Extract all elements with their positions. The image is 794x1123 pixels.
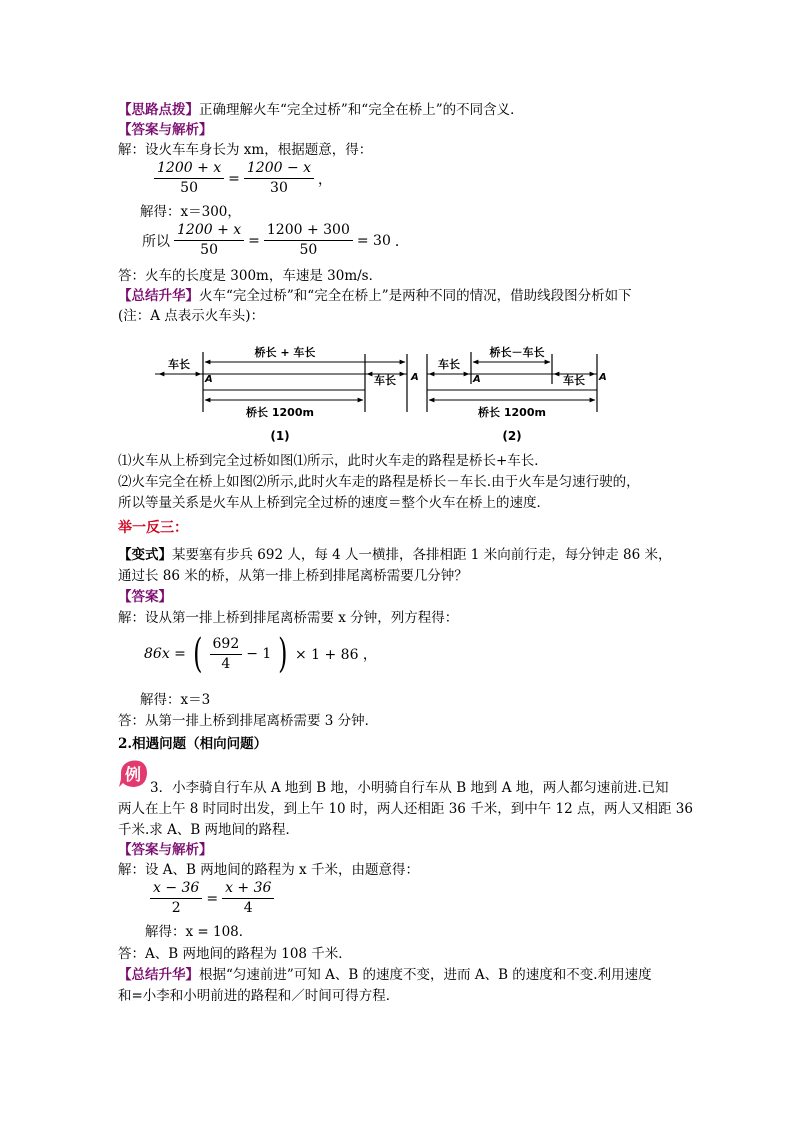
answer-analysis-tag: 【答案与解析】: [118, 122, 213, 138]
summary-tag: 【总结升华】: [118, 288, 199, 304]
figure-1: [155, 345, 419, 443]
numerator: 1200 + x: [154, 160, 224, 179]
practice-heading: 举一反三：: [118, 520, 188, 536]
numerator: 1200 + 300: [264, 222, 353, 241]
problem-line-3: 千米.求 A、B 两地间的路程．: [118, 822, 300, 838]
numerator: 692: [210, 636, 243, 655]
conclusion-2: 答：从第一排上桥到排尾离桥需要 3 分钟．: [118, 713, 379, 729]
numerator: x − 36: [150, 880, 202, 899]
answer-analysis-tag: 【答案与解析】: [118, 842, 213, 858]
numerator: 1200 + x: [174, 222, 244, 241]
denominator: 4: [221, 655, 231, 672]
point-a: A: [473, 374, 481, 385]
denominator: 2: [171, 900, 181, 916]
solve-result-1: 解得：x＝300，: [140, 204, 241, 220]
period: ．: [394, 233, 409, 250]
result-line-2: 解得：x＝3: [140, 692, 211, 708]
answer-tag-2: [118, 587, 172, 607]
conclusion-3: 答：A、B 两地间的路程为 108 千米．: [118, 946, 352, 962]
problem-line-1: 3．小李骑自行车从 A 地到 B 地，小明骑自行车从 B 地到 A 地，两人都匀速前进.已知: [150, 780, 669, 796]
summary-line-2: (注：A 点表示火车头)：: [118, 308, 265, 324]
hint-line: [118, 100, 524, 120]
equation-3: [142, 631, 379, 677]
result-line-3: 解得：x = 108．: [145, 924, 253, 940]
fraction: [154, 160, 224, 197]
label-top: 桥长－车长: [489, 346, 545, 359]
fraction: [264, 222, 353, 259]
answer-tag: 【答案】: [118, 589, 172, 605]
figure-2: [427, 345, 607, 443]
fraction: [174, 222, 244, 259]
label-bottom: 桥长 1200m: [246, 406, 314, 419]
answer-tag-1: [118, 120, 213, 140]
equation-tail: × 1 + 86 ，: [294, 647, 377, 663]
equation-4: [148, 880, 276, 917]
equation-2: [140, 222, 411, 259]
denominator: 4: [243, 900, 253, 916]
point-a: A: [599, 372, 607, 383]
solve-line-1: 解：设火车车身长为 xm，根据题意，得：: [118, 142, 373, 158]
equation-left: 86x =: [144, 646, 186, 662]
fraction: [244, 160, 314, 197]
comma: ，: [318, 171, 333, 188]
variant-line-1: [118, 545, 671, 565]
label-left: 车长: [438, 358, 460, 371]
variant-line-2: 通过长 86 米的桥，从第一排上桥到排尾离桥需要几分钟？: [118, 568, 468, 584]
denominator: 50: [299, 242, 318, 258]
denominator: 30: [270, 180, 288, 196]
summary-line-3: [118, 965, 652, 985]
equation-1: [152, 160, 334, 197]
summary-line-1: [118, 286, 632, 306]
example-badge: [117, 757, 149, 789]
numerator: 1200 − x: [244, 160, 314, 179]
badge-text: 例: [125, 765, 142, 784]
problem-line-2: 两人在上午 8 时同时出发，到上午 10 时，两人还相距 36 千米，到中午 12 点，两人又相距 36: [118, 801, 693, 817]
fraction: [222, 880, 274, 917]
section-heading-2: 2.相遇问题（相向问题）: [118, 736, 268, 752]
numerator: x + 36: [222, 880, 274, 899]
equation-result: = 30: [356, 232, 391, 249]
summary-text: 火车“完全过桥”和“完全在桥上”是两种不同的情况，借助线段图分析如下: [199, 288, 632, 304]
label-right: 车长: [374, 374, 396, 387]
equation-prefix: 所以: [142, 233, 170, 250]
solve-line-3: 解：设 A、B 两地间的路程为 x 千米，由题意得：: [118, 862, 419, 878]
answer-tag-3: [118, 840, 213, 860]
label-right: 车长: [563, 374, 585, 387]
point-a: A: [205, 374, 213, 385]
variant-text: 某要塞有步兵 692 人，每 4 人一横排，各排相距 1 米向前行走，每分钟走 86 米，: [172, 547, 672, 563]
denominator: 50: [180, 180, 198, 196]
label-left: 车长: [168, 358, 190, 371]
variant-tag: 【变式】: [118, 547, 172, 563]
explain-line-2: ⑵火车完全在桥上如图⑵所示,此时火车走的路程是桥长－车长.由于火车是匀速行驶的，: [118, 474, 640, 490]
paren-open: (: [193, 631, 203, 677]
explain-line-1: ⑴火车从上桥到完全过桥如图⑴所示，此时火车走的路程是桥长+车长．: [118, 453, 548, 469]
caption: (1): [270, 429, 290, 443]
conclusion-1: 答：火车的长度是 300m，车速是 30m/s．: [118, 268, 383, 284]
fraction: [150, 880, 202, 917]
fraction: [210, 636, 243, 673]
summary-line-4: 和=小李和小明前进的路程和／时间可得方程．: [118, 988, 400, 1004]
summary-text: 根据“匀速前进”可知 A、B 的速度不变，进而 A、B 的速度和不变.利用速度: [199, 967, 652, 983]
line-segment-diagram: [155, 340, 615, 450]
caption: (2): [502, 429, 522, 443]
equals-sign: =: [248, 232, 260, 249]
minus-term: − 1: [246, 646, 272, 662]
hint-tag: 【思路点拨】: [118, 102, 199, 118]
solve-line-2: 解：设从第一排上桥到排尾离桥需要 x 分钟，列方程得：: [118, 610, 459, 626]
paren-close: ): [278, 631, 288, 677]
label-top: 桥长 + 车长: [254, 346, 316, 359]
explain-line-3: 所以等量关系是火车从上桥到完全过桥的速度＝整个火车在桥上的速度．: [118, 495, 550, 511]
summary-tag: 【总结升华】: [118, 967, 199, 983]
equals-sign: =: [228, 170, 240, 187]
equals-sign: =: [206, 890, 219, 907]
point-a: A: [411, 372, 419, 383]
hint-text: 正确理解火车“完全过桥”和“完全在桥上”的不同含义．: [199, 102, 524, 118]
denominator: 50: [200, 242, 218, 258]
label-bottom: 桥长 1200m: [478, 406, 546, 419]
